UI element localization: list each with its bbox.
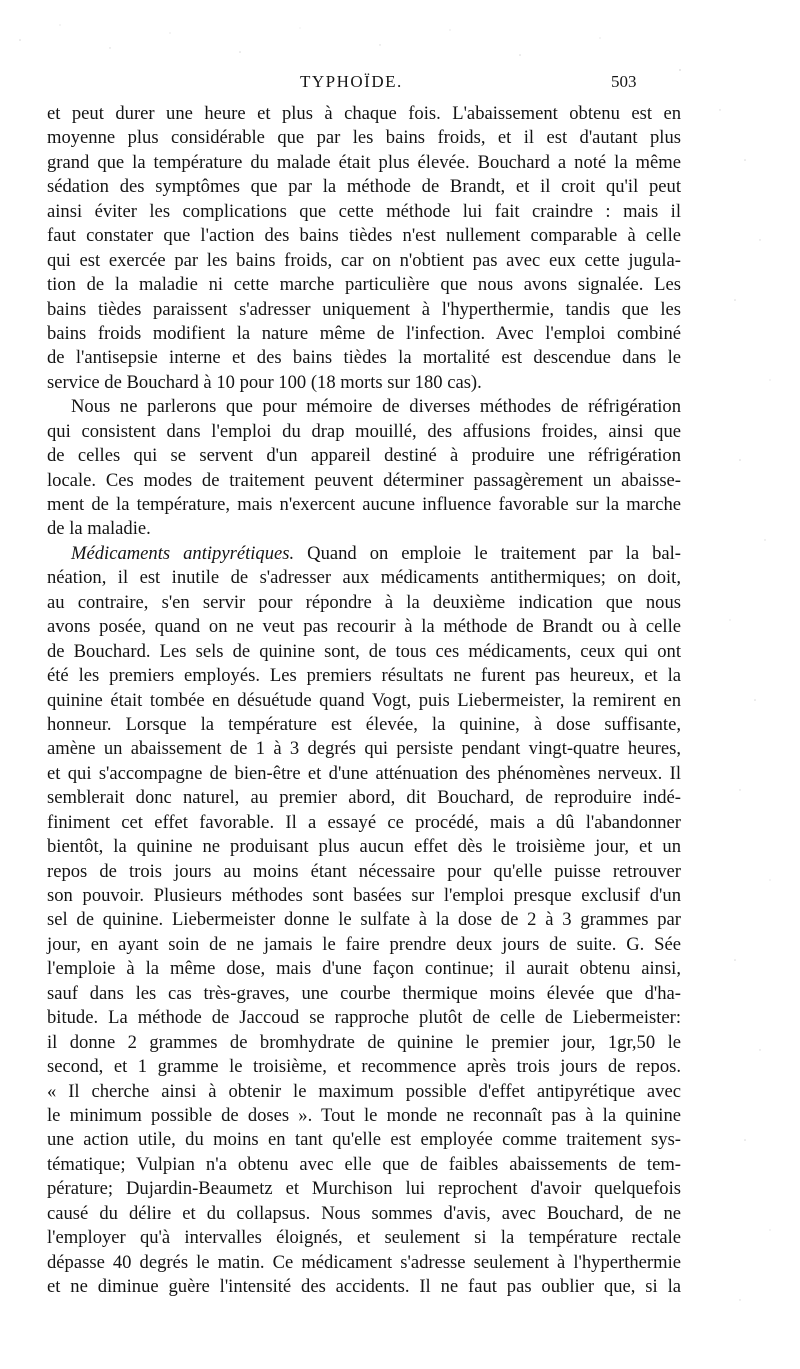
text-line: de l'antisepsie interne et des bains tièdes la mortalité est descendue dans le (47, 347, 681, 369)
text-line: dépasse 40 degrés le matin. Ce médicament s'adresse seulement à l'hyperthermie (47, 1251, 681, 1273)
text-line: causé du délire et du collapsus. Nous sommes d'avis, avec Bouchard, de ne (47, 1202, 681, 1224)
text-line: et peut durer une heure et plus à chaque fois. L'abaissement obtenu est en (47, 103, 681, 124)
page-number: 503 (611, 72, 637, 91)
text-line: sédation des symptômes que par la méthode de Brandt, et il croit qu'il peut (47, 176, 681, 198)
text-line: jour, en ayant soin de ne jamais le faire prendre deux jours de suite. G. Sée (47, 933, 681, 955)
text-line: amène un abaissement de 1 à 3 degrés qui persiste pendant vingt-quatre heures, (47, 738, 681, 760)
text-line: « Il cherche ainsi à obtenir le maximum possible d'effet antipyrétique avec (47, 1080, 681, 1102)
text-line: été les premiers employés. Les premiers résultats ne furent pas heureux, et la (47, 665, 681, 687)
text-line: son pouvoir. Plusieurs méthodes sont basées sur l'emploi presque exclusif d'un (47, 885, 681, 906)
text-line: bains tièdes paraissent s'adresser uniquement à l'hyperthermie, tandis que les (47, 298, 681, 320)
paragraph-medicaments-antipyretiques (47, 542, 681, 1300)
text-line: semblerait donc naturel, au premier abord, dit Bouchard, de reproduire indé- (47, 787, 681, 809)
text-line: au contraire, s'en servir pour répondre à la deuxième indication que nous (47, 591, 681, 613)
text-line: pérature; Dujardin-Beaumetz et Murchison lui reprochent d'avoir quelquefois (47, 1178, 681, 1200)
paragraph-bains-tiedes (47, 102, 681, 395)
text-line: quinine était tombée en désuétude quand Vogt, puis Liebermeister, la remirent en (47, 689, 681, 711)
text-line: sauf dans les cas très-graves, une courbe thermique moins élevée que d'ha- (47, 982, 681, 1004)
text-line: avons posée, quand on ne veut pas recourir à la méthode de Brandt ou à celle (47, 616, 681, 638)
text-line: bientôt, la quinine ne produisant plus aucun effet dès le troisième jour, et un (47, 836, 681, 858)
text-line: ainsi éviter les complications que cette méthode lui fait craindre : mais il (47, 200, 681, 222)
text-line: et qui s'accompagne de bien-être et d'une atténuation des phénomènes nerveux. Il (47, 762, 681, 784)
text-line: ment de la température, mais n'exercent aucune influence favorable sur la marche (47, 494, 681, 515)
text-line: de la maladie. (47, 518, 151, 540)
text-line: qui est exercée par les bains froids, car on n'obtient pas avec eux cette jugula- (47, 249, 681, 271)
text-line (47, 542, 681, 566)
running-title: TYPHOÏDE. (300, 72, 403, 91)
text-line: une action utile, du moins en tant qu'elle est employée comme traitement sys- (47, 1129, 681, 1151)
text-line: le minimum possible de doses ». Tout le monde ne reconnaît pas à la quinine (47, 1104, 681, 1126)
text-line: l'emploie à la même dose, mais d'une façon continue; il aurait obtenu ainsi, (47, 958, 681, 980)
text-line: bitude. La méthode de Jaccoud se rapproche plutôt de celle de Liebermeister: (47, 1007, 681, 1029)
text-line: tématique; Vulpian n'a obtenu avec elle que de faibles abaissements de tem- (47, 1153, 681, 1175)
text-line: finiment cet effet favorable. Il a essayé ce procédé, mais a dû l'abandonner (47, 811, 681, 833)
text-line: faut constater que l'action des bains tièdes n'est nullement comparable à celle (47, 225, 681, 247)
text-line: de celles qui se servent d'un appareil destiné à produire une réfrigération (47, 445, 681, 467)
text-line: et ne diminue guère l'intensité des accidents. Il ne faut pas oublier que, si la (47, 1276, 681, 1297)
text-line: bains froids modifient la nature même de l'infection. Avec l'emploi combiné (47, 322, 681, 344)
text-line: néation, il est inutile de s'adresser aux médicaments antithermiques; on doit, (47, 567, 681, 589)
text-line: grand que la température du malade était plus élevée. Bouchard a noté la même (47, 151, 681, 173)
text-line: moyenne plus considérable que par les bains froids, et il est d'autant plus (47, 127, 681, 149)
paragraph-refrigeration (47, 395, 681, 542)
text-line: repos de trois jours au moins étant nécessaire pour qu'elle puisse retrouver (47, 860, 681, 882)
text-line: service de Bouchard à 10 pour 100 (18 morts sur 180 cas). (47, 371, 482, 393)
text-line-rest: Quand on emploie le traitement par la bal- (294, 542, 681, 564)
text-line: honneur. Lorsque la température est élevée, la quinine, à dose suffisante, (47, 713, 681, 735)
text-line: tion de la maladie ni cette marche particulière que nous avons signalée. Les (47, 274, 681, 296)
text-line: second, et 1 gramme le troisième, et recommence après trois jours de repos. (47, 1056, 681, 1078)
text-line: qui consistent dans l'emploi du drap mouillé, des affusions froides, ainsi que (47, 420, 681, 442)
text-line: locale. Ces modes de traitement peuvent déterminer passagèrement un abaisse- (47, 469, 681, 491)
text-line: sel de quinine. Liebermeister donne le sulfate à la dose de 2 à 3 grammes par (47, 909, 681, 931)
text-line: l'employer qu'à intervalles éloignés, et seulement si la température rectale (47, 1227, 681, 1249)
text-line: il donne 2 grammes de bromhydrate de quinine le premier jour, 1gr,50 le (47, 1031, 681, 1053)
text-line: de Bouchard. Les sels de quinine sont, de tous ces médicaments, ceux qui ont (47, 640, 681, 662)
section-runin-heading: Médicaments antipyrétiques. (71, 542, 295, 564)
text-line: Nous ne parlerons que pour mémoire de diverses méthodes de réfrigération (71, 396, 681, 418)
body-text (47, 102, 681, 1299)
page-header (0, 72, 800, 100)
